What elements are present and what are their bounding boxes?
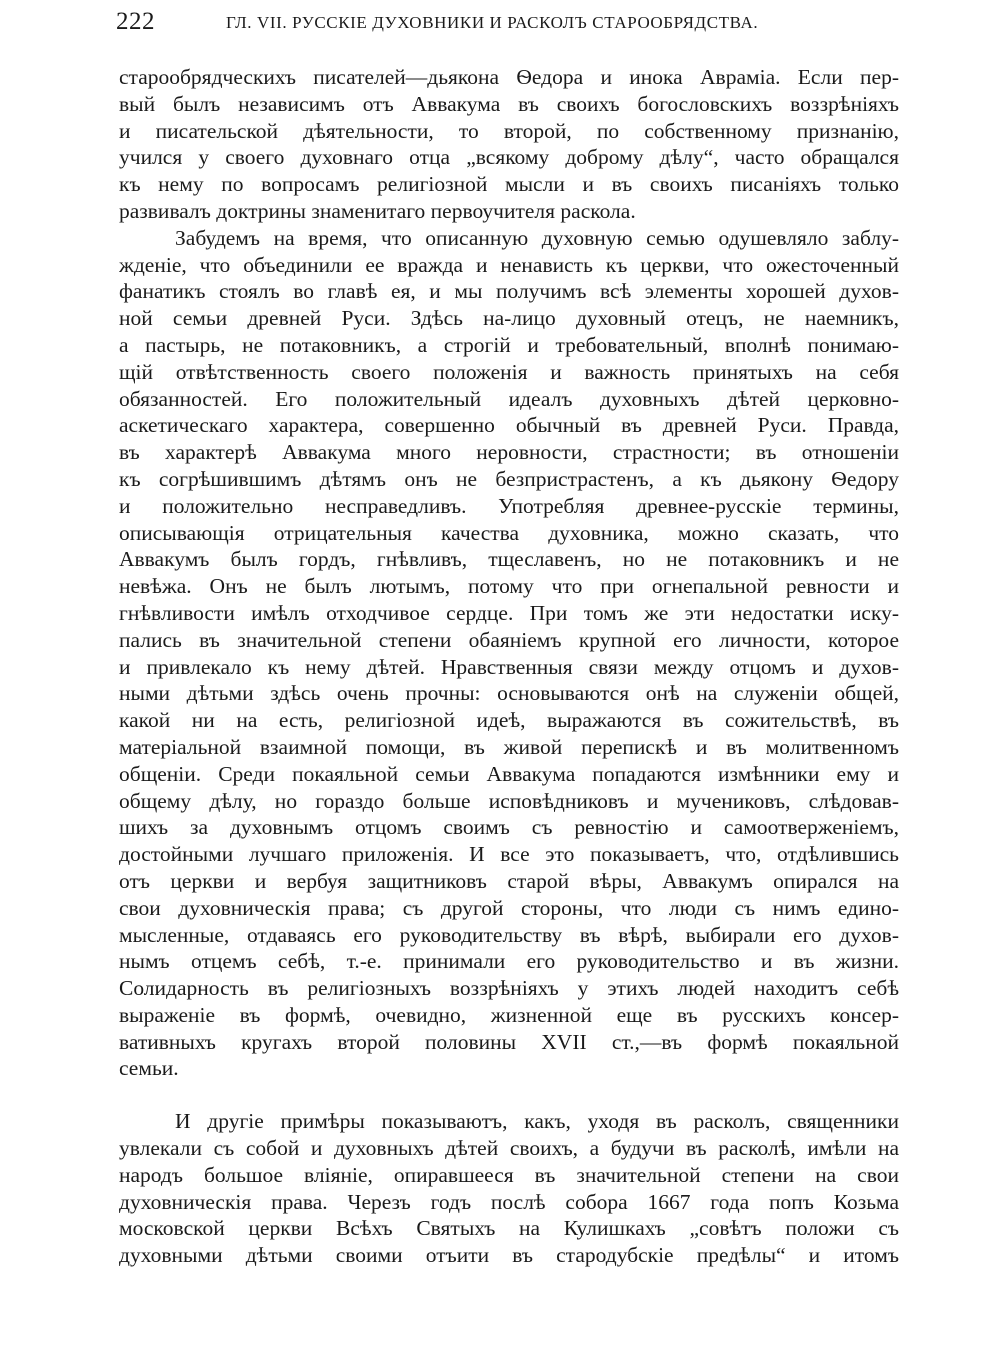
text-line: увлекали съ собой и духовныхъ дѣтей своихъ, а будучи въ расколѣ, имѣли на: [119, 1136, 899, 1161]
page-number: 222: [116, 8, 155, 35]
text-line: развивалъ доктрины знаменитаго первоучителя раскола.: [119, 198, 636, 223]
text-line: шихъ за духовнымъ отцомъ своимъ съ ревностію и самоотверженіемъ,: [119, 815, 899, 840]
text-line: фанатикъ стоялъ во главѣ ея, и мы получимъ всѣ элементы хорошей духов-: [119, 279, 899, 304]
paragraph-gap: [119, 1082, 899, 1108]
text-line: и привлекало къ нему дѣтей. Нравственныя связи между отцомъ и духов-: [119, 654, 899, 679]
text-line: матеріальной взаимной помощи, въ живой перепискѣ и въ молитвенномъ: [119, 734, 899, 759]
text-line: свои духовническія права; съ другой стороны, что люди съ нимъ едино-: [119, 895, 899, 920]
text-line: выраженіе въ формѣ, очевидно, жизненной еще въ русскихъ консер-: [119, 1002, 899, 1027]
text-line: и положительно несправедливъ. Употребляя древнее-русскіе термины,: [119, 493, 899, 518]
text-line: обязанностей. Его положительный идеалъ духовныхъ дѣтей церковно-: [119, 386, 899, 411]
paragraph: [119, 1108, 899, 1269]
text-line: учился у своего духовнаго отца „всякому доброму дѣлу“, часто обращался: [119, 145, 899, 170]
text-line: въ характерѣ Аввакума много неровности, страстности; въ отношеніи: [119, 440, 899, 465]
text-line: описывающія отрицательныя качества духовника, можно сказать, что: [119, 520, 899, 545]
text-line: аскетическаго характера, совершенно обычный въ древней Руси. Правда,: [119, 413, 899, 438]
page-header: [116, 8, 906, 38]
text-line: духовническія права. Черезъ годъ послѣ собора 1667 года попъ Козьма: [119, 1189, 899, 1214]
text-line: Солидарность въ религіозныхъ воззрѣніяхъ у этихъ людей находитъ себѣ: [119, 976, 899, 1001]
text-line: Забудемъ на время, что описанную духовную семью одушевляло заблу-: [175, 225, 899, 250]
text-line: общеніи. Среди покаяльной семьи Аввакума попадаются измѣнники ему и: [119, 761, 899, 786]
text-line: общему дѣлу, но гораздо больше исповѣдниковъ и мучениковъ, слѣдовав-: [119, 788, 899, 813]
text-line: духовными дѣтьми своими отъити въ стародубскіе предѣлы“ и итомъ: [119, 1243, 899, 1268]
text-line: а пастырь, не потаковникъ, а строгій и требовательный, вполнѣ понимаю-: [119, 332, 899, 357]
text-line: какой ни на есть, религіозной идеѣ, выражаются въ сожительствѣ, въ: [119, 708, 899, 733]
text-line: семьи.: [119, 1056, 179, 1081]
text-line: вый былъ независимъ отъ Аввакума въ своихъ богословскихъ воззрѣніяхъ: [119, 91, 899, 116]
text-line: нымъ отцемъ себѣ, т.-е. принимали его руководительство и въ жизни.: [119, 949, 899, 974]
text-line: щій отвѣтственность своего положенія и важность принятыхъ на себя: [119, 359, 899, 384]
body-text: [119, 64, 899, 1269]
text-line: невѣжа. Онъ не былъ лютымъ, потому что при огнепальной ревности и: [119, 574, 899, 599]
text-line: къ согрѣшившимъ дѣтямъ онъ не безпристрастенъ, а къ дьякону Ѳедору: [119, 466, 899, 491]
text-line: пались въ значительной степени обаяніемъ крупной его личности, которое: [119, 627, 899, 652]
text-line: гнѣвливости имѣлъ отходчивое сердце. При томъ же эти недостатки иску-: [119, 600, 899, 625]
text-line: старообрядческихъ писателей—дьякона Ѳедора и инока Авраміа. Если пер-: [119, 65, 899, 89]
paragraph: [119, 64, 899, 225]
text-line: Аввакумъ былъ гордъ, гнѣвливъ, тщеславенъ, но не потаковникъ и не: [119, 547, 899, 572]
text-line: московской церкви Всѣхъ Святыхъ на Кулишкахъ „совѣтъ положи съ: [119, 1216, 899, 1241]
text-line: мысленные, отдаваясь его руководительству въ вѣрѣ, выбирали его духов-: [119, 922, 899, 947]
text-line: ными дѣтьми здѣсь очень прочны: основываются онѣ на служеніи общей,: [119, 681, 899, 706]
text-line: жденіе, что объединили ее вражда и ненависть къ церкви, что ожесточенный: [119, 252, 899, 277]
paragraph: [119, 225, 899, 1083]
text-line: И другіе примѣры показываютъ, какъ, уходя въ расколъ, священники: [175, 1109, 899, 1134]
text-line: отъ церкви и вербуя защитниковъ старой вѣры, Аввакумъ опирался на: [119, 868, 899, 893]
text-line: ной семьи древней Руси. Здѣсь на-лицо духовный отецъ, не наемникъ,: [119, 306, 899, 331]
text-line: и писательской дѣятельности, то второй, по собственному признанію,: [119, 118, 899, 143]
text-line: достойными лучшаго приложенія. И все это показываетъ, что, отдѣлившись: [119, 842, 899, 867]
running-head: ГЛ. VII. РУССКІЕ ДУХОВНИКИ И РАСКОЛЪ СТАРООБРЯДСТВА.: [226, 13, 759, 32]
text-line: народъ большое вліяніе, опиравшееся въ значительной степени на свои: [119, 1162, 899, 1187]
text-line: къ нему по вопросамъ религіозной мысли и въ своихъ писаніяхъ только: [119, 172, 899, 197]
text-line: вативныхъ кругахъ второй половины XVII ст.,—въ формѣ покаяльной: [119, 1029, 899, 1054]
